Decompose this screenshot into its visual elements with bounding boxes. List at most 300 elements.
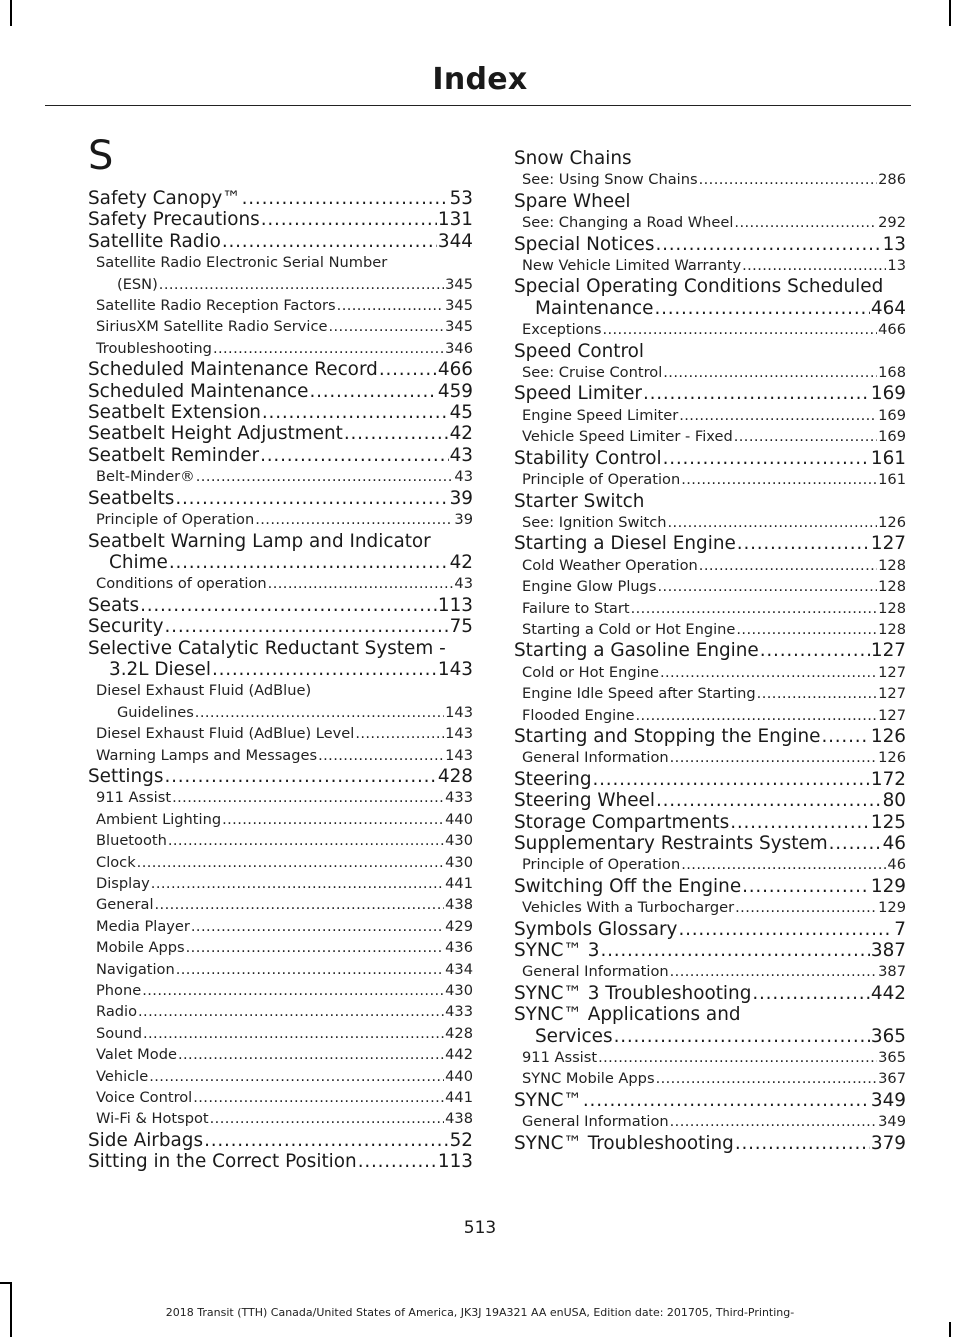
index-entry [514,769,906,790]
dot-leader [210,1108,445,1129]
index-heading-label: SYNC™ 3 [514,940,600,962]
index-subentry-label: See: Ignition Switch [522,513,667,531]
index-subentry [514,961,906,982]
index-entry [514,812,906,833]
index-subentry [88,787,473,808]
index-subentry-label: Engine Idle Speed after Starting [522,685,756,703]
index-subentry [88,466,473,487]
dot-leader [681,854,886,875]
index-heading [88,423,473,444]
index-heading-page: 365 [870,1025,906,1047]
index-subentry [514,598,906,619]
index-subentry [88,702,473,723]
index-subentry-label: Warning Lamps and Messages [96,746,318,764]
dot-leader [670,747,878,768]
index-subentry-page: 143 [445,703,473,721]
dot-leader [169,552,449,573]
dot-leader [593,769,870,790]
index-subentry-page: 430 [445,853,473,871]
index-column-left [88,130,473,1173]
index-entry [88,402,473,423]
index-heading [514,833,906,854]
index-subentry [514,212,906,233]
index-heading-page: 442 [870,982,906,1004]
index-subentry-page: 440 [445,1067,473,1085]
dot-leader [663,362,877,383]
crop-mark-top-left [10,0,12,26]
index-heading-label: Sitting in the Correct Position [88,1151,357,1173]
index-subentry-page: 346 [445,339,473,357]
crop-mark-bottom-right [949,1322,951,1337]
index-subentry-page: 127 [878,663,906,681]
index-subentry-label: Exceptions [522,321,602,339]
dot-leader [679,405,877,426]
dot-leader [643,383,870,404]
index-letter: S [88,133,114,179]
dot-leader [734,426,877,447]
index-subentry [88,959,473,980]
crop-mark-bottom-left-h [0,1282,12,1284]
index-heading-label: Switching Off the Engine [514,875,742,897]
index-entry [514,983,906,1004]
index-subentry-page: 286 [878,171,906,189]
index-subentry-label: See: Changing a Road Wheel [522,214,734,232]
index-subentry-label: Vehicles With a Turbocharger [522,899,735,917]
index-heading-page: 46 [882,833,906,854]
index-heading [514,383,906,404]
dot-leader [678,919,893,940]
index-subentry-label: General Information [522,1113,669,1131]
header-rule [45,105,911,106]
index-subentry [88,852,473,873]
index-subentry [88,937,473,958]
dot-leader [191,916,444,937]
index-heading-page: 52 [449,1129,473,1151]
dot-leader [260,445,448,466]
index-heading [88,488,473,509]
dot-leader [379,359,437,380]
index-entry [88,488,473,531]
index-subentry [88,274,473,295]
index-subentry [88,1066,473,1087]
dot-leader [663,448,870,469]
index-subentry-page: 128 [878,599,906,617]
index-subentry [88,980,473,1001]
dot-leader [318,745,444,766]
index-subentry-label: 911 Assist [522,1049,598,1067]
index-heading-page: 131 [437,209,473,231]
index-subentry-page: 441 [445,1089,473,1107]
index-heading-page: 172 [870,768,906,790]
index-entry [514,341,906,384]
index-subentry-page: 13 [887,257,906,275]
index-subentry [514,747,906,768]
index-subentry [88,1087,473,1108]
index-heading-page: 42 [449,551,473,573]
index-subentry [514,662,906,683]
index-subentry [88,1108,473,1129]
index-entry [88,231,473,359]
index-heading: Spare Wheel [514,190,631,212]
index-subentry-page: 441 [445,875,473,892]
index-entry [88,531,473,595]
dot-leader [222,231,437,252]
page-title: Index [432,62,528,97]
index-subentry-page: 128 [878,578,906,596]
index-subentry-page: 39 [454,511,473,529]
index-subentry [88,830,473,851]
index-entry [514,833,906,876]
index-subentry [88,745,473,766]
dot-leader [138,1001,444,1022]
dot-leader [309,381,436,402]
index-heading-label: Steering [514,768,592,790]
dot-leader [165,616,449,637]
index-heading-page: 75 [449,616,473,638]
index-heading-line: Selective Catalytic Reductant System - [88,637,446,659]
index-heading [514,812,906,833]
index-subentry-page: 129 [878,899,906,917]
dot-leader [735,1133,870,1154]
index-entry [514,726,906,769]
index-subentry [514,705,906,726]
index-entry [514,640,906,726]
index-heading-page: 113 [437,594,473,616]
index-column-right [514,148,906,1154]
index-subentry-label: Diesel Exhaust Fluid (AdBlue) Level [96,725,355,743]
index-heading-page: 143 [437,658,473,680]
index-subentry [514,255,906,276]
dot-leader [760,640,870,661]
index-heading-page: 126 [870,725,906,747]
dot-leader [821,726,869,747]
index-heading [514,919,906,940]
index-entry [514,448,906,491]
index-subentry-label: Principle of Operation [96,511,255,529]
index-subentry-label: Conditions of operation [96,575,267,593]
index-subentry-page: 430 [445,832,473,850]
index-entry [88,423,473,444]
index-heading-page: 7 [894,918,906,940]
index-subentry-label: Cold or Hot Engine [522,663,659,681]
index-subentry-page: 429 [445,917,473,935]
index-heading-label: Security [88,616,164,638]
index-heading-line: Seatbelt Warning Lamp and Indicator [88,530,431,552]
index-subentry [88,573,473,594]
index-subentry-page: 43 [454,575,473,593]
dot-leader [583,1090,870,1111]
index-heading-page: 387 [870,940,906,962]
dot-leader [328,316,444,337]
index-heading-label: Starting and Stopping the Engine [514,725,821,747]
index-subentry-label: SiriusXM Satellite Radio Service [96,318,328,336]
index-heading-label: Starting a Diesel Engine [514,533,736,555]
dot-leader [143,1023,444,1044]
index-heading [88,552,473,573]
index-subentry [514,405,906,426]
index-subentry [88,723,473,744]
index-heading-label: Starting a Gasoline Engine [514,640,759,662]
dot-leader [193,1087,444,1108]
index-entry [88,595,473,616]
index-subentry-page: 128 [878,556,906,574]
index-heading [88,595,473,616]
index-entry [514,234,906,277]
index-entry [514,940,906,983]
page-number: 513 [463,1218,497,1238]
dot-leader [261,209,437,230]
index-subentry-label: Mobile Apps [96,939,185,957]
index-heading [514,940,906,961]
index-heading-page: 129 [870,875,906,897]
index-subentry-label: Vehicle Speed Limiter - Fixed [522,428,733,446]
index-heading-page: 161 [870,447,906,469]
index-subentry-label: Principle of Operation [522,856,681,874]
index-subentry-page: 367 [878,1070,906,1088]
index-heading-label: Seats [88,594,140,616]
index-heading-page: 466 [437,359,473,381]
index-entry [514,919,906,940]
index-heading [88,381,473,402]
index-subentry-page: 438 [445,896,473,914]
index-subentry [514,319,906,340]
index-subentry-page: 434 [445,960,473,978]
index-entry [88,445,473,488]
index-heading-label: Symbols Glossary [514,918,678,940]
dot-leader [159,274,444,295]
dot-leader [681,469,877,490]
dot-leader [175,488,448,509]
index-heading [514,640,906,661]
index-heading-label: Seatbelt Reminder [88,444,260,466]
dot-leader [614,1026,870,1047]
index-subentry-label: Valet Mode [96,1046,177,1064]
index-subentry-page: 442 [445,1046,473,1064]
index-subentry-label: Flooded Engine [522,706,635,724]
index-subentry [514,469,906,490]
index-subentry [514,854,906,875]
index-entry [88,616,473,637]
index-subentry-label: Engine Glow Plugs [522,578,657,596]
dot-leader [635,705,877,726]
index-heading [88,188,473,209]
index-subentry-label: Wi-Fi & Hotspot [96,1110,209,1128]
index-subentry-page: 345 [445,297,473,315]
dot-leader [137,852,444,873]
dot-leader [742,255,886,276]
index-entry [88,359,473,380]
index-heading [88,209,473,230]
index-heading-label: SYNC™ 3 Troubleshooting [514,982,752,1004]
dot-leader [600,940,869,961]
dot-leader [344,423,449,444]
index-subentry-label: Phone [96,982,142,1000]
dot-leader [656,790,882,811]
dot-leader [140,595,437,616]
crop-mark-top-right [949,0,951,26]
dot-leader [213,338,444,359]
dot-leader [242,188,449,209]
index-subentry-label: Media Player [96,917,190,935]
index-entry [514,1090,906,1133]
index-heading-page: 45 [449,402,473,424]
index-subentry-page: 438 [445,1110,473,1128]
index-subentry-label: Satellite Radio Reception Factors [96,297,336,315]
index-subentry-label: Starting a Cold or Hot Engine [522,620,736,638]
index-heading-page: 127 [870,533,906,555]
index-heading-page: 464 [870,297,906,319]
index-heading-label: Safety Precautions [88,209,260,231]
index-subentry-label: Display [96,875,150,892]
index-subentry-page: 169 [878,406,906,424]
index-subentry-label: Troubleshooting [96,339,212,357]
dot-leader [262,402,449,423]
index-heading [514,1090,906,1111]
index-subentry-label: Principle of Operation [522,471,681,489]
index-subentry [88,894,473,915]
index-heading: Starter Switch [514,490,645,512]
index-subentry [514,897,906,918]
index-subentry-line: Diesel Exhaust Fluid (AdBlue) [96,682,312,700]
dot-leader [196,466,454,487]
dot-leader [151,873,444,894]
dot-leader [829,833,882,854]
index-subentry-page: 126 [878,749,906,767]
index-subentry-label: Navigation [96,960,175,978]
index-subentry-page: 161 [878,471,906,489]
index-subentry [514,1047,906,1068]
dot-leader [149,1066,444,1087]
dot-leader [737,533,870,554]
index-heading-line: Special Operating Conditions Scheduled [514,276,884,298]
index-list-left [88,188,473,1173]
dot-leader [255,509,453,530]
index-subentry-page: 143 [445,746,473,764]
edition-footer: 2018 Transit (TTH) Canada/United States of America, JK3J 19A321 AA enUSA, Edition date: 201705, Third-Printing- [165,1306,795,1319]
index-heading-page: 53 [449,188,473,209]
dot-leader [268,573,454,594]
index-subentry-page: 127 [878,685,906,703]
index-subentry [88,316,473,337]
index-entry [88,766,473,1130]
index-heading [514,769,906,790]
index-heading-label: Seatbelts [88,487,175,509]
index-subentry-page: 440 [445,810,473,828]
index-subentry [514,555,906,576]
index-entry [514,790,906,811]
index-heading-label: Supplementary Restraints System [514,833,828,854]
dot-leader [658,576,878,597]
index-subentry-label: General [96,896,154,914]
index-heading [514,790,906,811]
index-subentry [514,1111,906,1132]
index-heading [88,766,473,787]
dot-leader [699,169,878,190]
index-heading-label: Seatbelt Extension [88,402,261,424]
index-subentry [514,576,906,597]
index-entry [514,533,906,640]
index-entry [88,209,473,230]
index-heading-page: 459 [437,380,473,402]
index-heading-page: 39 [449,487,473,509]
index-subentry-page: 345 [445,275,473,293]
index-subentry [88,873,473,894]
dot-leader [212,659,437,680]
index-heading-label: Satellite Radio [88,230,221,252]
index-subentry [88,338,473,359]
index-subentry-page: 433 [445,1003,473,1021]
index-heading: Speed Control [514,340,644,362]
dot-leader [735,897,877,918]
index-heading [514,726,906,747]
index-subentry [514,1068,906,1089]
index-subentry-label: Belt-Minder® [96,468,195,486]
index-heading-label: Steering Wheel [514,790,655,812]
dot-leader [660,662,877,683]
dot-leader [752,983,870,1004]
index-heading-page: 349 [870,1089,906,1111]
index-subentry-page: 292 [878,214,906,232]
index-heading [514,1026,906,1047]
index-heading [88,1151,473,1172]
index-heading-label: SYNC™ [514,1089,582,1111]
index-subentry-page: 143 [445,725,473,743]
dot-leader [655,234,881,255]
index-subentry-label: General Information [522,749,669,767]
index-heading [88,659,473,680]
index-entry [514,491,906,534]
index-entry [88,188,473,209]
index-heading-label: Seatbelt Height Adjustment [88,423,343,445]
dot-leader [155,894,445,915]
index-subentry [514,683,906,704]
index-subentry-line: Satellite Radio Electronic Serial Number [96,254,388,272]
index-subentry-label: Radio [96,1003,138,1021]
index-entry [88,1130,473,1151]
index-subentry-label: Ambient Lighting [96,810,222,828]
index-entry [88,381,473,402]
index-entry [514,876,906,919]
index-heading-label: Maintenance [535,297,654,319]
index-subentry [514,169,906,190]
index-subentry-label: Cold Weather Operation [522,556,698,574]
index-subentry [88,509,473,530]
index-heading [514,298,906,319]
index-entry [88,1151,473,1172]
dot-leader [168,830,444,851]
index-subentry-page: 46 [887,856,906,874]
index-subentry-page: 345 [445,318,473,336]
index-heading [514,533,906,554]
index-heading-page: 428 [437,765,473,787]
index-subentry-label: See: Cruise Control [522,364,663,382]
index-heading-page: 13 [882,233,906,255]
index-heading-label: Services [535,1025,613,1047]
dot-leader [178,1044,444,1065]
index-subentry [514,362,906,383]
index-subentry-label: Vehicle [96,1067,149,1085]
index-subentry [88,295,473,316]
dot-leader [670,1111,878,1132]
index-heading-page: 344 [437,230,473,252]
dot-leader [757,683,877,704]
index-heading-page: 169 [870,383,906,405]
dot-leader [668,512,878,533]
dot-leader [742,876,870,897]
index-heading-label: Storage Compartments [514,811,730,833]
index-subentry-label: 911 Assist [96,789,172,807]
index-subentry-page: 126 [878,513,906,531]
